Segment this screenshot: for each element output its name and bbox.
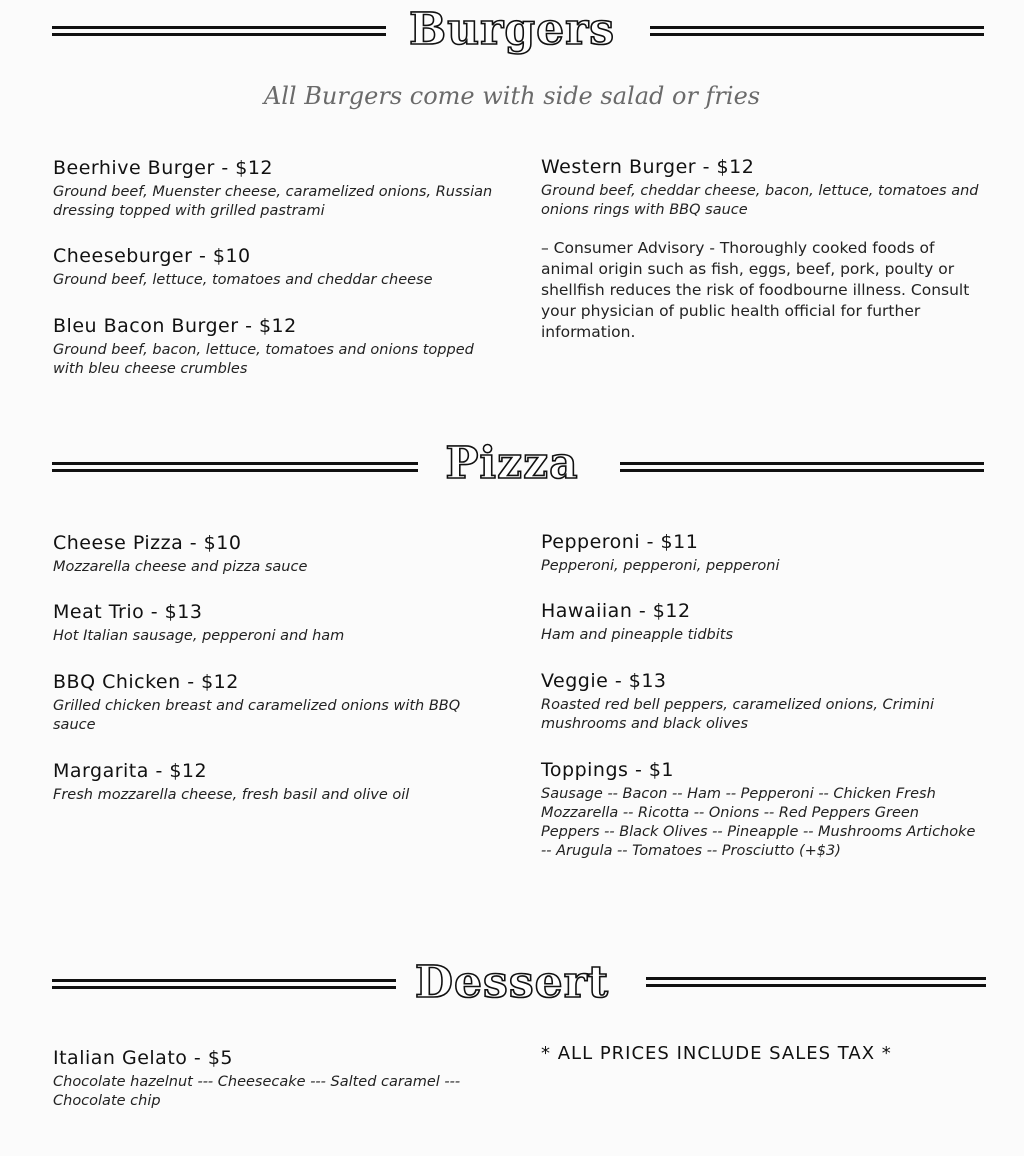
item-title: Pepperoni - $11 [541, 531, 699, 553]
menu-item-cheeseburger [53, 243, 493, 290]
consumer-advisory: – Consumer Advisory - Thoroughly cooked foods of animal origin such as fish, eggs, beef, pork, poulty or shellfish reduces the risk of foodbourne illness. Consult your physician of public health official for further information. [541, 239, 970, 341]
dessert-title: Dessert [414, 957, 610, 1008]
item-title: Italian Gelato - $5 [53, 1047, 233, 1069]
item-title: Meat Trio - $13 [53, 601, 203, 623]
menu-item-hawaiian [541, 598, 981, 645]
item-description: Ham and pineapple tidbits [541, 627, 733, 643]
item-description: Pepperoni, pepperoni, pepperoni [541, 558, 780, 574]
burgers-subtitle: All Burgers come with side salad or fries [263, 82, 761, 110]
item-description: Hot Italian sausage, pepperoni and ham [53, 628, 345, 644]
item-title: Hawaiian - $12 [541, 600, 691, 622]
item-description: Chocolate hazelnut --- Cheesecake --- Salted caramel --- Chocolate chip [53, 1074, 461, 1109]
burgers-title: Burgers [408, 4, 616, 55]
item-title: Veggie - $13 [541, 670, 667, 692]
dessert-header [0, 955, 1024, 1015]
item-description: Sausage -- Bacon -- Ham -- Pepperoni -- Chicken Fresh Mozzarella -- Ricotta -- Onions -- Red Peppers Green Peppers -- Black Olives -- Pineapple -- Mushrooms Artichoke -- Arugula -- Tomatoes -- Prosciutto (+$3) [541, 786, 976, 859]
item-title: BBQ Chicken - $12 [53, 671, 239, 693]
item-title: Toppings - $1 [541, 759, 675, 781]
item-description: Ground beef, Muenster cheese, caramelized onions, Russian dressing topped with grilled pastrami [53, 184, 493, 219]
pizza-header [0, 436, 1024, 496]
item-title: Cheeseburger - $10 [53, 245, 251, 267]
item-title: Beerhive Burger - $12 [53, 157, 274, 179]
item-description: Mozzarella cheese and pizza sauce [53, 559, 308, 575]
item-title: Bleu Bacon Burger - $12 [53, 315, 297, 337]
menu-item-pepperoni [541, 529, 981, 576]
item-description: Grilled chicken breast and caramelized onions with BBQ sauce [53, 698, 461, 733]
menu-item-toppings [541, 757, 981, 861]
sales-tax-note: * ALL PRICES INCLUDE SALES TAX * [541, 1043, 892, 1064]
dessert-rule-right [646, 977, 986, 987]
item-title: Cheese Pizza - $10 [53, 532, 242, 554]
burgers-rule-right [650, 26, 984, 36]
menu-item-cheese-pizza [53, 530, 493, 577]
menu-item-margarita [53, 758, 493, 805]
item-title: Western Burger - $12 [541, 156, 755, 178]
pizza-title: Pizza [445, 438, 579, 489]
menu-item-meat-trio [53, 599, 493, 646]
item-description: Roasted red bell peppers, caramelized onions, Crimini mushrooms and black olives [541, 697, 935, 732]
pizza-rule-right [620, 462, 984, 472]
burgers-header [0, 2, 1024, 62]
item-title: Margarita - $12 [53, 760, 208, 782]
item-description: Ground beef, bacon, lettuce, tomatoes and onions topped with bleu cheese crumbles [53, 342, 474, 377]
menu-item-bleu-bacon-burger [53, 313, 493, 379]
menu-item-bbq-chicken [53, 669, 493, 735]
item-description: Ground beef, lettuce, tomatoes and cheddar cheese [53, 272, 433, 288]
menu-item-western-burger [541, 154, 981, 220]
menu-item-italian-gelato [53, 1045, 473, 1111]
item-description: Fresh mozzarella cheese, fresh basil and olive oil [53, 787, 410, 803]
menu-item-veggie [541, 668, 981, 734]
item-description: Ground beef, cheddar cheese, bacon, lettuce, tomatoes and onions rings with BBQ sauce [541, 183, 979, 218]
menu-item-beerhive-burger [53, 155, 493, 221]
